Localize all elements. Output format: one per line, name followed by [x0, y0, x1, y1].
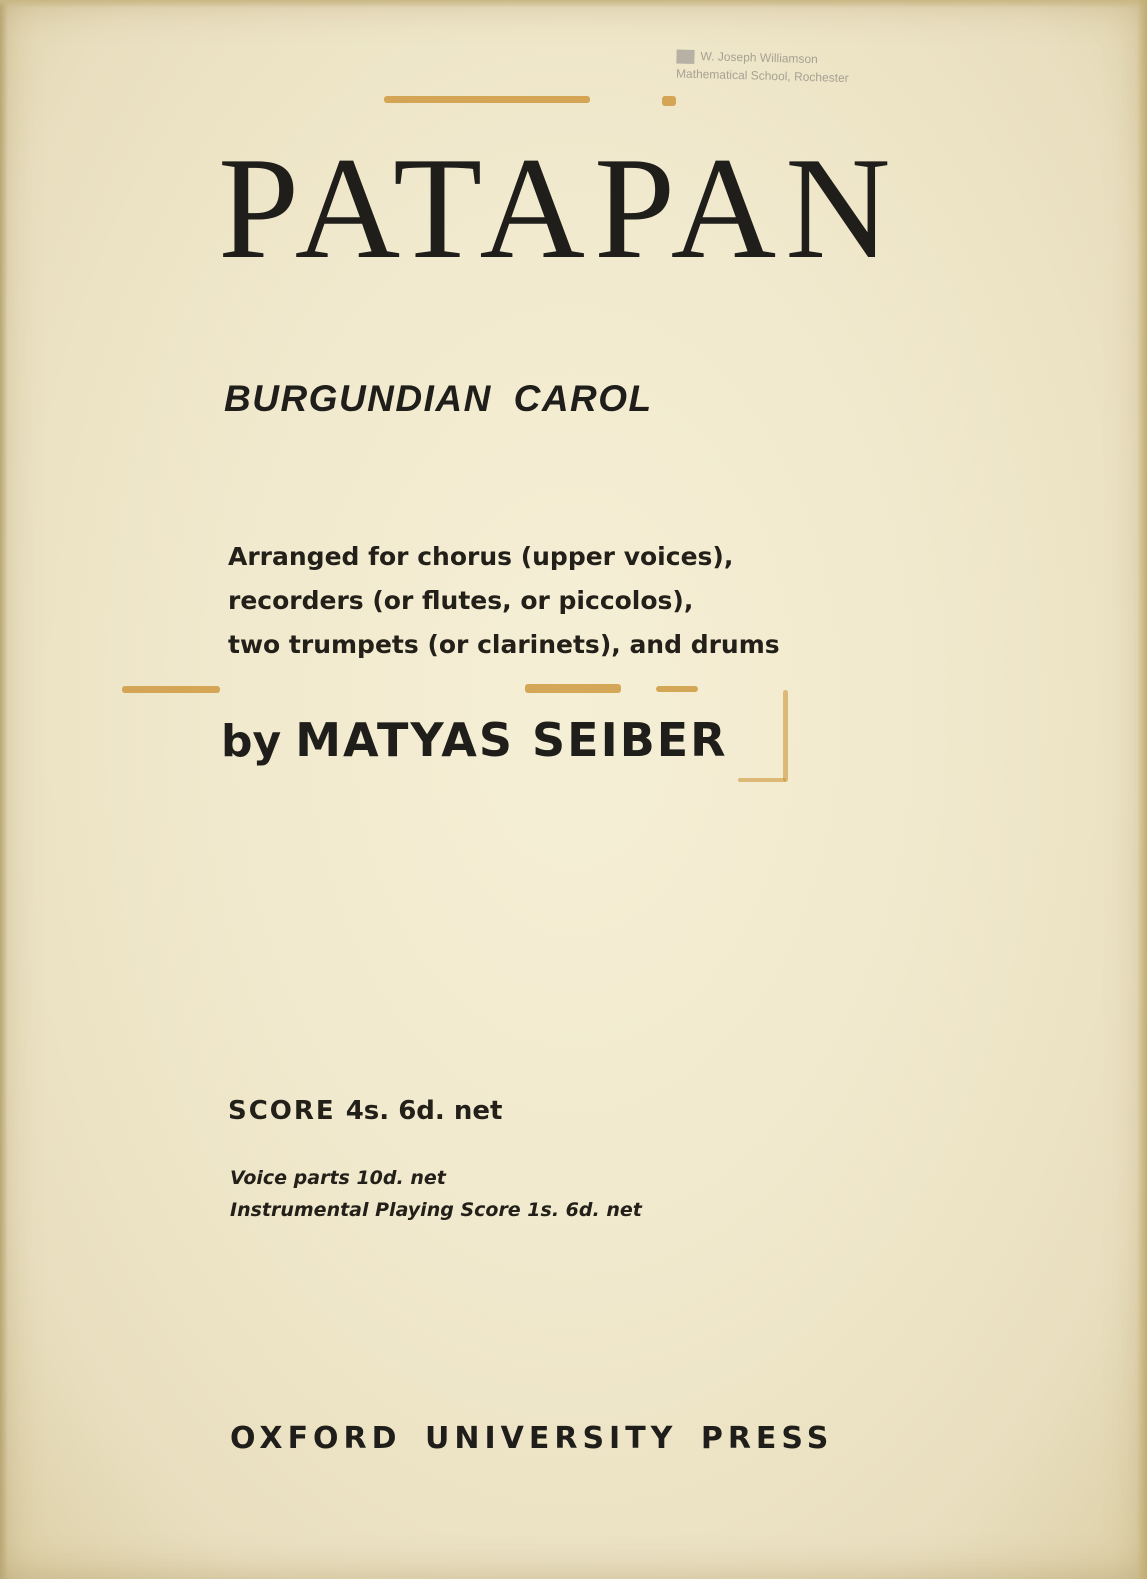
cover-title: PATAPAN — [218, 127, 900, 289]
arrangement-description — [228, 535, 780, 667]
composer-credit — [221, 713, 728, 767]
arrangement-line: recorders (or flutes, or piccolos), — [228, 586, 694, 615]
tape-stain-middle — [525, 684, 621, 693]
tape-stain-top-right — [662, 96, 676, 106]
tape-stain-middle-right — [656, 686, 698, 692]
tape-stain-bracket-right — [783, 690, 788, 782]
tape-stain-bracket-bottom — [738, 778, 786, 782]
tape-stain-top — [384, 96, 590, 103]
paper-edge-left — [0, 0, 8, 1579]
arrangement-line: two trumpets (or clarinets), and drums — [228, 630, 780, 659]
stamp-mark — [676, 49, 694, 63]
tape-stain-left — [122, 686, 220, 693]
arrangement-line: Arranged for chorus (upper voices), — [228, 542, 734, 571]
score-price-value: 4s. 6d. net — [345, 1096, 503, 1126]
score-price — [228, 1096, 502, 1126]
stamp-line: W. Joseph Williamson — [676, 46, 946, 71]
ownership-stamp — [675, 46, 946, 107]
instrumental-score-price: Instrumental Playing Score 1s. 6d. net — [230, 1199, 642, 1221]
publisher-name: OXFORD UNIVERSITY PRESS — [230, 1421, 834, 1456]
stamp-line: Mathematical School, Rochester — [675, 66, 849, 85]
part-prices — [230, 1162, 642, 1226]
voice-parts-price: Voice parts 10d. net — [230, 1167, 446, 1189]
composer-name: MATYAS SEIBER — [295, 713, 728, 767]
cover-subtitle: BURGUNDIAN CAROL — [224, 378, 653, 419]
paper-edge-top — [0, 0, 1147, 8]
score-label: SCORE — [228, 1096, 336, 1126]
composer-prefix: by — [221, 716, 282, 767]
paper-edge-right — [1137, 0, 1147, 1579]
